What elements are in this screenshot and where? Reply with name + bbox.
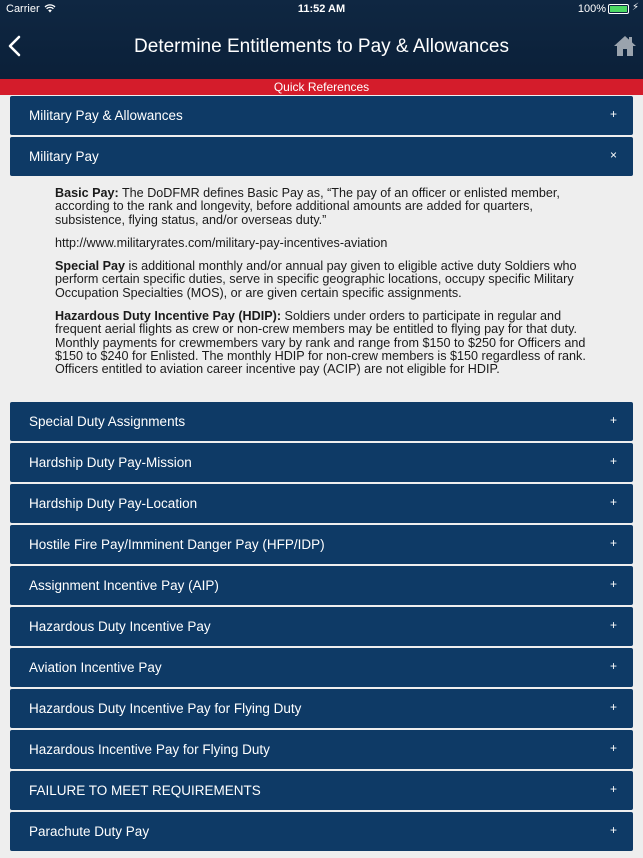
section-special-duty-assignments[interactable] xyxy=(10,402,633,441)
basic-pay-term: Basic Pay: xyxy=(55,186,119,200)
expand-icon: + xyxy=(609,618,617,632)
expand-icon: + xyxy=(609,823,617,837)
section-label: Parachute Duty Pay xyxy=(29,824,150,839)
section-hostile-fire-pay[interactable] xyxy=(10,525,633,564)
expand-icon: + xyxy=(609,659,617,673)
charging-icon: ⚡ xyxy=(631,2,639,13)
expand-icon: + xyxy=(609,782,617,796)
section-label: Assignment Incentive Pay (AIP) xyxy=(29,578,219,593)
collapse-icon: × xyxy=(609,148,617,162)
status-bar xyxy=(0,0,643,20)
quick-references-bar[interactable]: Quick References xyxy=(0,79,643,95)
section-label: Hardship Duty Pay-Mission xyxy=(29,455,192,470)
section-aviation-incentive-pay[interactable] xyxy=(10,648,633,687)
section-hdip-flying-duty[interactable] xyxy=(10,689,633,728)
clock: 11:52 AM xyxy=(297,3,346,15)
accordion-list xyxy=(10,96,633,853)
military-pay-content xyxy=(55,187,589,387)
hdip-text: Soldiers under orders to participate in regular and frequent aerial flights as crew or non-crew members may be entitled to flying pay for that duty. Monthly payments for crewmembers vary by rank and range from $150 to $250 for Officers and $150 to $240 for Enlisted. The monthly HDIP for non-crew members is $150 regardless of rank. Officers entitled to aviation career incentive pay (ACIP) are not eligible for HDIP. xyxy=(55,309,586,377)
battery-icon xyxy=(608,4,629,14)
expand-icon: + xyxy=(609,741,617,755)
section-label: Aviation Incentive Pay xyxy=(29,660,162,675)
expand-icon: + xyxy=(609,577,617,591)
battery-percent: 100% xyxy=(577,3,606,15)
section-parachute-duty-pay[interactable] xyxy=(10,812,633,851)
section-label: Hazardous Incentive Pay for Flying Duty xyxy=(29,742,270,757)
expand-icon: + xyxy=(609,413,617,427)
rates-link[interactable]: http://www.militaryrates.com/military-pay-incentives-aviation xyxy=(55,235,388,250)
hdip-paragraph xyxy=(55,310,589,376)
section-military-pay-allowances[interactable] xyxy=(10,96,633,135)
expand-icon: + xyxy=(609,536,617,550)
page-title: Determine Entitlements to Pay & Allowances xyxy=(134,36,509,57)
section-military-pay[interactable] xyxy=(10,137,633,176)
section-hardship-duty-pay-mission[interactable] xyxy=(10,443,633,482)
section-label: FAILURE TO MEET REQUIREMENTS xyxy=(29,783,261,798)
section-hardship-duty-pay-location[interactable] xyxy=(10,484,633,523)
section-label: Special Duty Assignments xyxy=(29,414,186,429)
section-label: Military Pay xyxy=(29,149,99,164)
special-pay-term: Special Pay xyxy=(55,259,126,274)
basic-pay-text: The DoDFMR defines Basic Pay as, “The pay of an officer or enlisted member, according to the rank and longevity, before additional amounts are added for quarters, subsistence, flying status, and/or overseas duty.” xyxy=(55,186,560,227)
section-assignment-incentive-pay[interactable] xyxy=(10,566,633,605)
expand-icon: + xyxy=(609,495,617,509)
section-hazardous-incentive-pay-flying[interactable] xyxy=(10,730,633,769)
expand-icon: + xyxy=(609,700,617,714)
basic-pay-paragraph xyxy=(55,187,589,227)
home-icon[interactable] xyxy=(613,34,637,58)
carrier-label: Carrier xyxy=(6,3,40,15)
back-chevron-icon[interactable] xyxy=(4,34,26,58)
section-label: Military Pay & Allowances xyxy=(29,108,183,123)
section-failure-to-meet-requirements[interactable] xyxy=(10,771,633,810)
hdip-term: Hazardous Duty Incentive Pay (HDIP): xyxy=(55,309,282,324)
special-pay-text: is additional monthly and/or annual pay given to eligible active duty Soldiers who perform certain specific duties, serve in specific geographic locations, occupy specific Military Occupation Specialties (MOS), or are given certain specific assignments. xyxy=(55,259,577,300)
expand-icon: + xyxy=(609,107,617,121)
section-label: Hazardous Duty Incentive Pay xyxy=(29,619,211,634)
expand-icon: + xyxy=(609,454,617,468)
section-label: Hostile Fire Pay/Imminent Danger Pay (HFP/IDP) xyxy=(29,537,325,552)
section-label: Hazardous Duty Incentive Pay for Flying Duty xyxy=(29,701,302,716)
special-pay-paragraph xyxy=(55,260,589,300)
section-hazardous-duty-incentive-pay[interactable] xyxy=(10,607,633,646)
section-label: Hardship Duty Pay-Location xyxy=(29,496,198,511)
app-header xyxy=(0,0,643,79)
